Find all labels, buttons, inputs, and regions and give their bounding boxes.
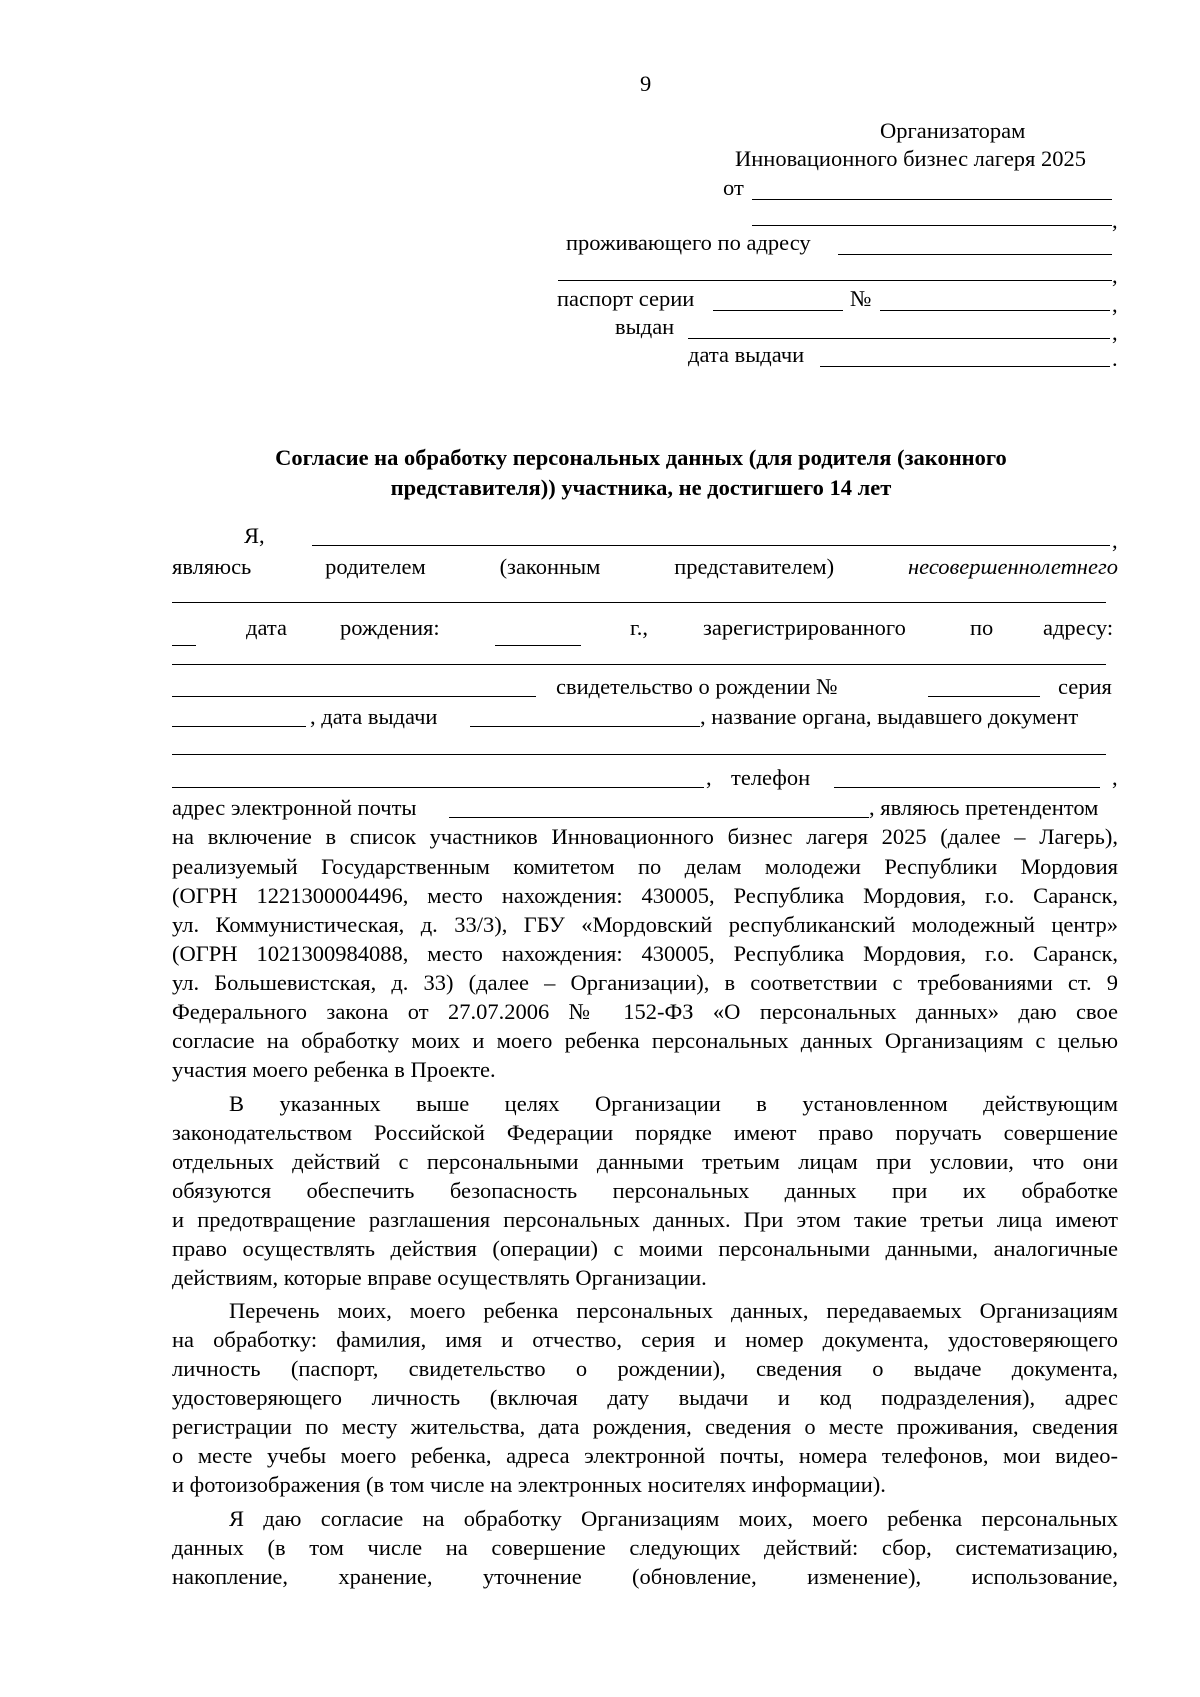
- comma: ,: [1112, 528, 1118, 553]
- period: .: [1112, 346, 1118, 371]
- child-name-tail-field[interactable]: [172, 645, 196, 646]
- paragraph-line: личность (паспорт, свидетельство о рождении), сведения о выдаче документа,: [172, 1356, 1118, 1381]
- addressee-line2: Инновационного бизнес лагеря 2025: [735, 146, 1087, 171]
- authority-field-2[interactable]: [172, 787, 704, 788]
- year-label: г.,: [630, 615, 648, 640]
- i-label: Я,: [244, 523, 265, 548]
- paragraph-line: В указанных выше целях Организации в установленном действующим: [229, 1091, 1118, 1116]
- paragraph-line: о месте учебы моего ребенка, адреса электронной почты, номера телефонов, мои видео-: [172, 1443, 1118, 1468]
- certificate-label: свидетельство о рождении №: [556, 674, 838, 699]
- paragraph-line: действиям, которые вправе осуществлять Организации.: [172, 1265, 707, 1290]
- registration-address-field-2[interactable]: [172, 696, 536, 697]
- paragraph-line: и предотвращение разглашения персональных данных. При этом такие третьи лица имеют: [172, 1207, 1118, 1232]
- comma: ,: [1112, 765, 1118, 790]
- issued-field[interactable]: [688, 338, 1110, 339]
- email-field[interactable]: [449, 817, 869, 818]
- authority-label: , название органа, выдавшего документ: [700, 704, 1079, 729]
- form-row-parent: [172, 556, 1118, 579]
- paragraph-line: Федерального закона от 27.07.2006 № 152-ФЗ «О персональных данных» даю свое: [172, 999, 1118, 1024]
- paragraph-line: реализуемый Государственным комитетом по делам молодежи Республики Мордовия: [172, 854, 1118, 879]
- paragraph-line: участия моего ребенка в Проекте.: [172, 1057, 496, 1082]
- passport-number-field[interactable]: [880, 310, 1110, 311]
- page-number: 9: [640, 71, 652, 96]
- paragraph-line: данных (в том числе на совершение следующих действий: сбор, систематизацию,: [172, 1535, 1118, 1560]
- phone-label: телефон: [731, 765, 811, 790]
- comma: ,: [706, 765, 712, 790]
- address-word: адресу:: [1043, 615, 1114, 640]
- address-field[interactable]: [838, 254, 1112, 255]
- paragraph-line: обязуются обеспечить безопасность персональных данных при их обработке: [172, 1178, 1118, 1203]
- cert-issue-date-label: , дата выдачи: [310, 704, 438, 729]
- email-tail: , являюсь претендентом: [869, 795, 1099, 820]
- paragraph-line: Перечень моих, моего ребенка персональных данных, передаваемых Организациям: [229, 1298, 1118, 1323]
- document-title-line1: Согласие на обработку персональных данных (для родителя (законного: [275, 445, 1007, 470]
- at-label: по: [970, 615, 994, 640]
- parent-name-field[interactable]: [312, 545, 1110, 546]
- from-field-2[interactable]: [752, 225, 1112, 226]
- phone-field[interactable]: [834, 787, 1100, 788]
- passport-series-field[interactable]: [713, 310, 843, 311]
- row-word: несовершеннолетнего: [907, 554, 1118, 579]
- certificate-series-field[interactable]: [172, 726, 306, 727]
- address-field-2[interactable]: [558, 280, 1112, 281]
- comma: ,: [1112, 208, 1118, 233]
- paragraph-line: (ОГРН 1021300984088, место нахождения: 430005, Республика Мордовия, г.о. Саранск,: [172, 941, 1118, 966]
- series-label: серия: [1058, 674, 1112, 699]
- paragraph-line: ул. Большевистская, д. 33) (далее – Организации), в соответствии с требованиями ст. 9: [172, 970, 1118, 995]
- paragraph-line: накопление, хранение, уточнение (обновление, изменение), использование,: [172, 1564, 1118, 1589]
- birth-label-2: рождения:: [340, 615, 440, 640]
- comma: ,: [1112, 320, 1118, 345]
- addressee-line1: Организаторам: [880, 118, 1026, 143]
- birth-label: дата: [246, 615, 287, 640]
- paragraph-line: (ОГРН 1221300004496, место нахождения: 430005, Республика Мордовия, г.о. Саранск,: [172, 883, 1118, 908]
- authority-field[interactable]: [172, 754, 1106, 755]
- email-label: адрес электронной почты: [172, 795, 417, 820]
- certificate-number-field[interactable]: [928, 696, 1040, 697]
- paragraph-line: на обработку: фамилия, имя и отчество, серия и номер документа, удостоверяющего: [172, 1327, 1118, 1352]
- paragraph-line: Я даю согласие на обработку Организациям моих, моего ребенка персональных: [229, 1506, 1118, 1531]
- registered-label: зарегистрированного: [703, 615, 906, 640]
- row-word: родителем: [325, 554, 426, 579]
- paragraph-line: на включение в список участников Инновационного бизнес лагеря 2025 (далее – Лагерь),: [172, 824, 1118, 849]
- child-name-field[interactable]: [172, 602, 1106, 603]
- issue-date-label: дата выдачи: [688, 342, 805, 367]
- paragraph-line: отдельных действий с персональными данными третьим лицам при условии, что они: [172, 1149, 1118, 1174]
- paragraph-line: право осуществлять действия (операции) с моими персональными данными, аналогичные: [172, 1236, 1118, 1261]
- issue-date-field[interactable]: [820, 366, 1110, 367]
- from-label: от: [723, 175, 744, 200]
- comma: ,: [1112, 263, 1118, 288]
- paragraph-line: ул. Коммунистическая, д. 33/3), ГБУ «Мордовский республиканский молодежный центр»: [172, 912, 1118, 937]
- paragraph-line: и фотоизображения (в том числе на электронных носителях информации).: [172, 1472, 886, 1497]
- paragraph-line: законодательством Российской Федерации порядке имеют право поручать совершение: [172, 1120, 1118, 1145]
- row-word: представителем): [674, 554, 835, 579]
- issued-label: выдан: [615, 314, 675, 339]
- address-label: проживающего по адресу: [566, 230, 811, 255]
- passport-series-label: паспорт серии: [557, 286, 695, 311]
- row-word: (законным: [499, 554, 601, 579]
- from-field[interactable]: [752, 199, 1112, 200]
- registration-address-field[interactable]: [172, 664, 1106, 665]
- paragraph-line: удостоверяющего личность (включая дату выдачи и код подразделения), адрес: [172, 1385, 1118, 1410]
- cert-issue-date-field[interactable]: [470, 726, 700, 727]
- birth-date-field[interactable]: [495, 645, 581, 646]
- paragraph-line: согласие на обработку моих и моего ребенка персональных данных Организациям с целью: [172, 1028, 1118, 1053]
- row-word: являюсь: [172, 554, 252, 579]
- number-sign: №: [850, 286, 872, 311]
- document-title-line2: представителя)) участника, не достигшего 14 лет: [390, 475, 892, 500]
- comma: ,: [1112, 292, 1118, 317]
- paragraph-line: регистрации по месту жительства, дата рождения, сведения о месте проживания, сведения: [172, 1414, 1118, 1439]
